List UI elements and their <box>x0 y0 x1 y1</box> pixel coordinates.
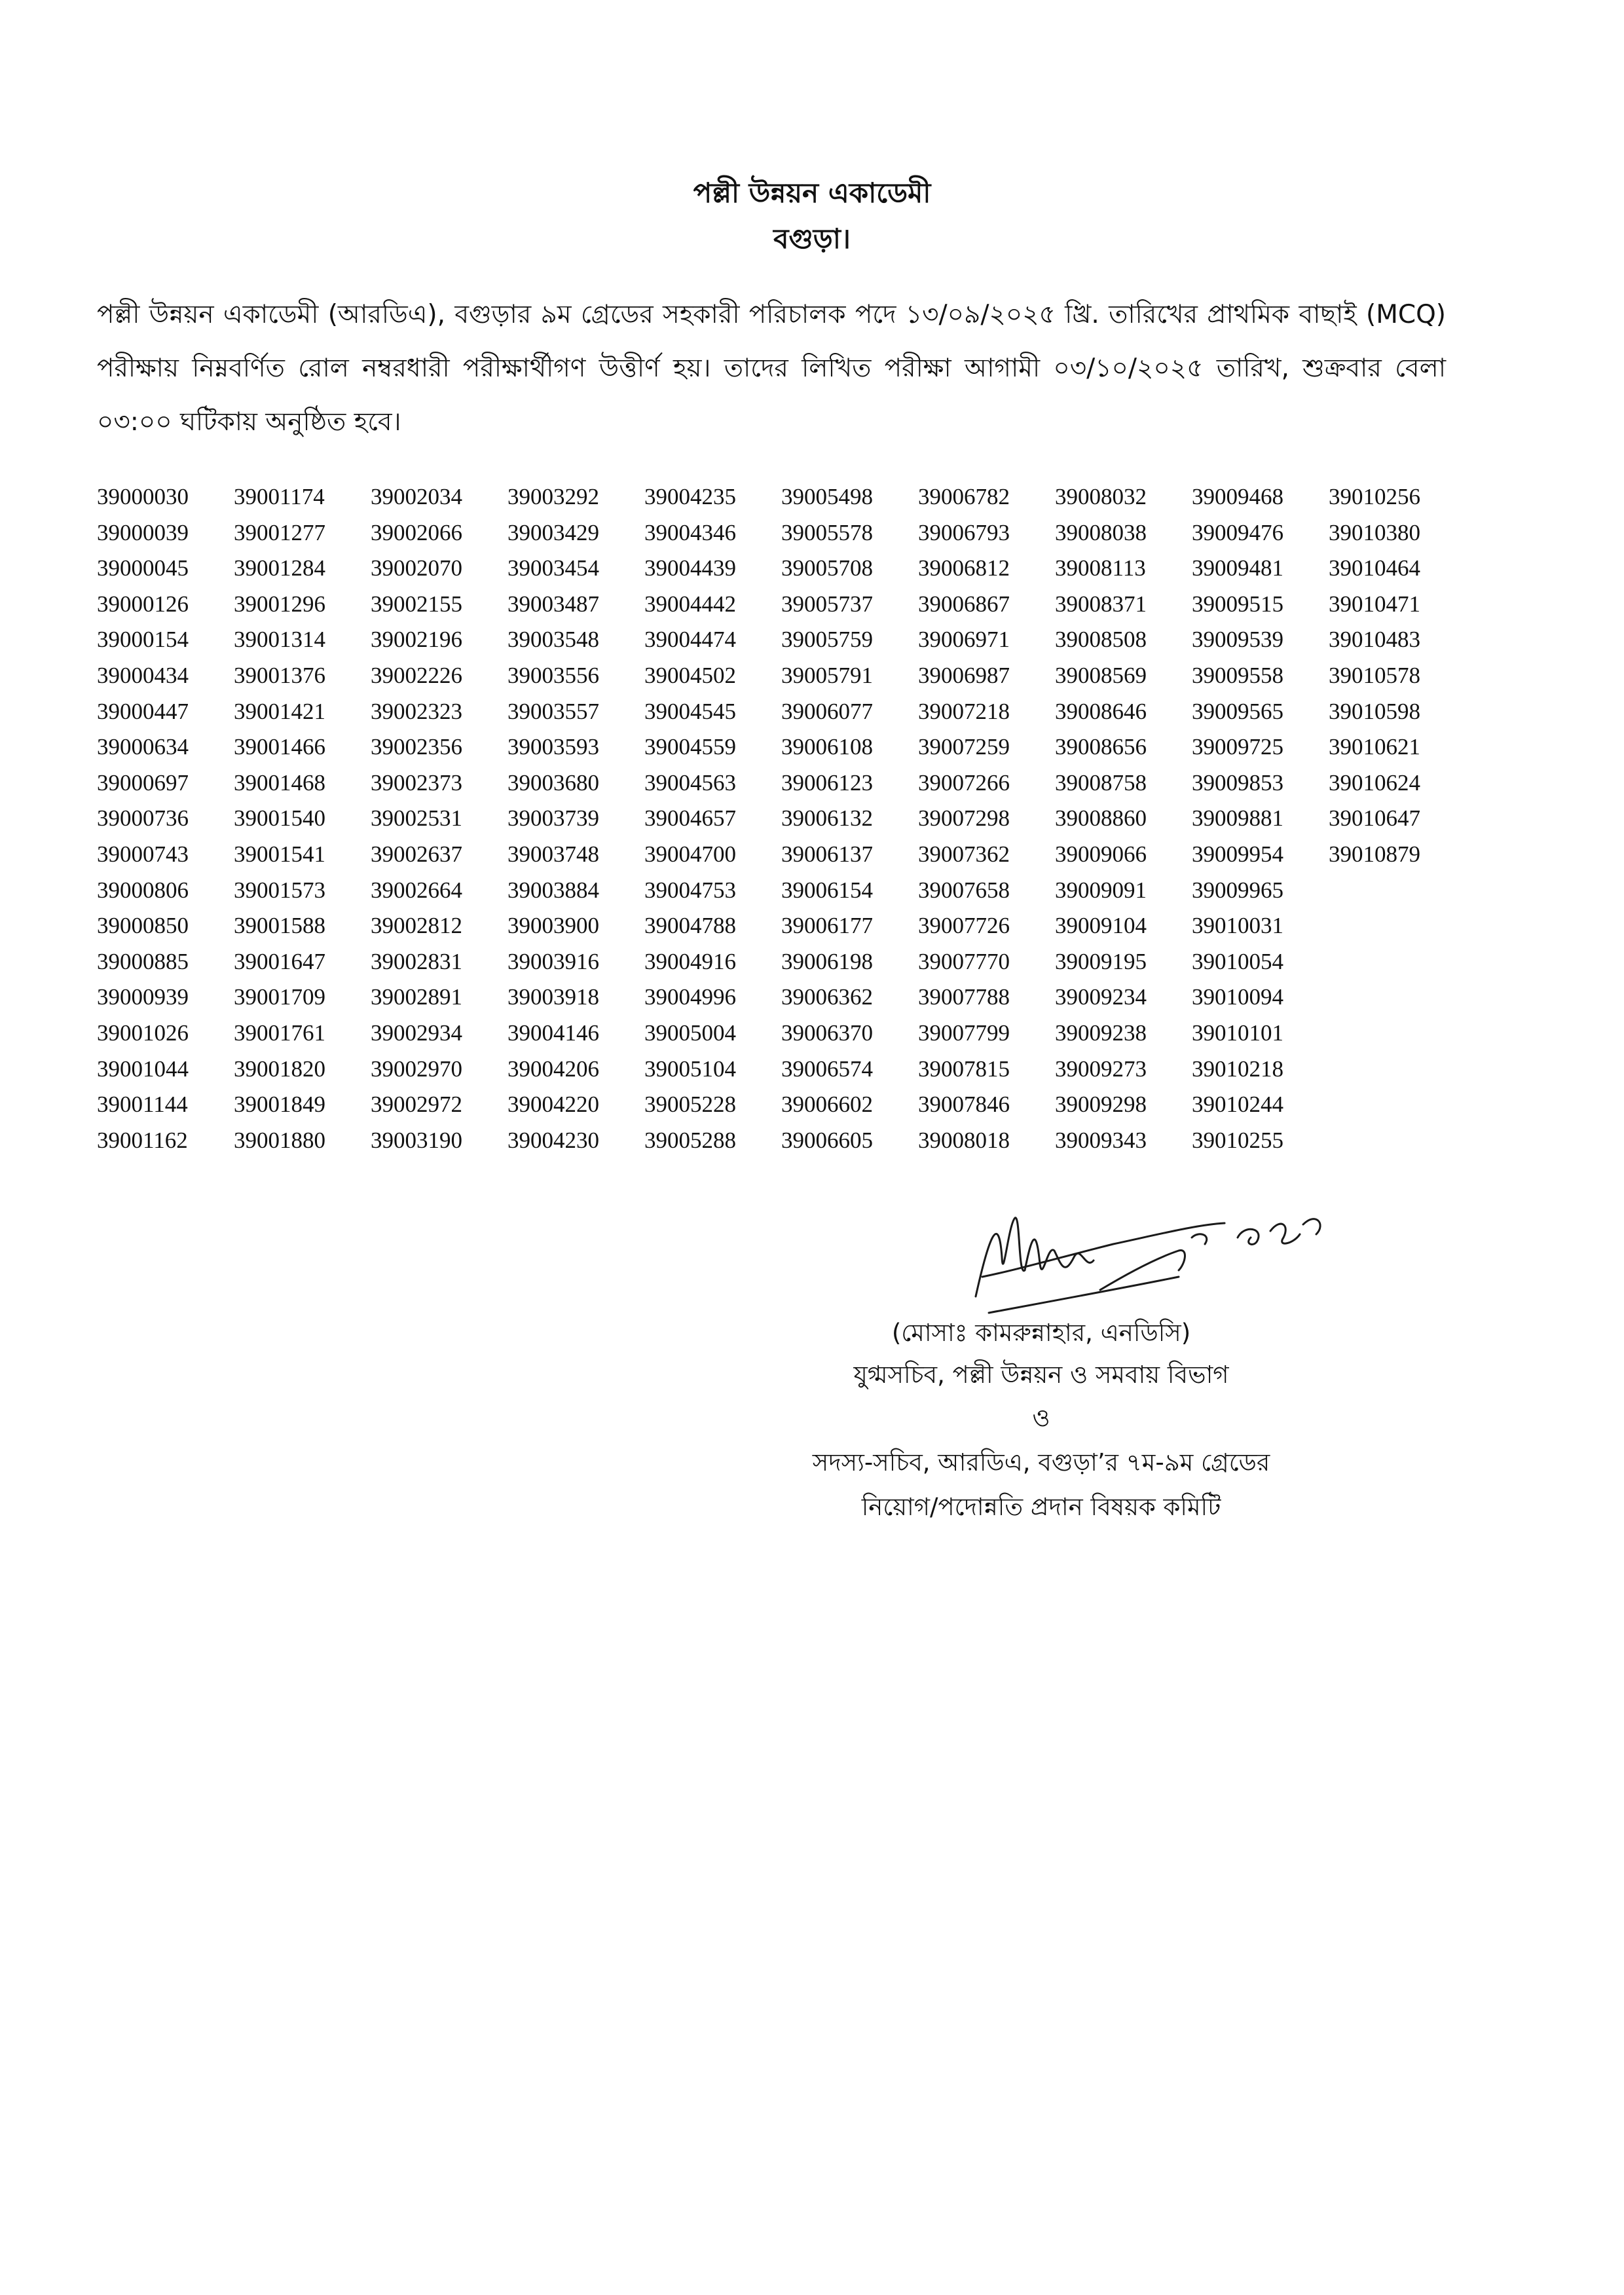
roll-column <box>1329 479 1466 1158</box>
roll-number: 39006077 <box>781 698 873 724</box>
roll-number: 39008860 <box>1055 805 1147 832</box>
roll-number: 39007362 <box>918 841 1010 867</box>
roll-number: 39002664 <box>371 877 462 903</box>
roll-number: 39009238 <box>1055 1019 1147 1046</box>
roll-number: 39010031 <box>1192 913 1283 939</box>
roll-number: 39007799 <box>918 1019 1010 1046</box>
roll-number: 39008032 <box>1055 484 1147 509</box>
roll-number: 39000030 <box>97 484 189 509</box>
roll-number: 39006971 <box>918 627 1010 653</box>
roll-number: 39000743 <box>97 841 189 867</box>
roll-number: 39004996 <box>644 984 736 1010</box>
roll-number: 39004346 <box>644 519 736 545</box>
roll-number: 39002970 <box>371 1056 462 1082</box>
roll-number: 39008656 <box>1055 734 1147 760</box>
roll-number: 39001466 <box>234 734 325 760</box>
signatory-conjunction: ও <box>1032 1404 1050 1432</box>
roll-number: 39010483 <box>1329 627 1420 653</box>
roll-number: 39003680 <box>507 769 599 796</box>
roll-column <box>507 479 644 1158</box>
roll-number: 39006782 <box>918 484 1010 509</box>
roll-number: 39009565 <box>1192 698 1283 724</box>
roll-number: 39002323 <box>371 698 462 724</box>
roll-number: 39007846 <box>918 1092 1010 1118</box>
roll-number: 39000154 <box>97 627 189 653</box>
roll-number: 39009725 <box>1192 734 1283 760</box>
roll-number: 39010244 <box>1192 1092 1283 1118</box>
roll-number: 39005498 <box>781 484 873 509</box>
roll-number: 39008371 <box>1055 591 1147 617</box>
roll-number: 39010464 <box>1329 555 1420 581</box>
roll-number: 39001849 <box>234 1092 325 1118</box>
roll-number: 39001647 <box>234 948 325 974</box>
roll-number: 39004700 <box>644 841 736 867</box>
roll-number: 39006108 <box>781 734 873 760</box>
roll-column <box>918 479 1055 1158</box>
roll-number: 39000447 <box>97 698 189 724</box>
roll-number: 39007788 <box>918 984 1010 1010</box>
roll-number: 39005228 <box>644 1092 736 1118</box>
roll-column <box>234 479 371 1158</box>
roll-number: 39004442 <box>644 591 736 617</box>
roll-number: 39000736 <box>97 805 189 832</box>
roll-number: 39008569 <box>1055 662 1147 688</box>
roll-number: 39004657 <box>644 805 736 832</box>
roll-number: 39010094 <box>1192 984 1283 1010</box>
roll-number: 39009515 <box>1192 591 1283 617</box>
roll-number: 39004206 <box>507 1056 599 1082</box>
roll-number: 39006198 <box>781 948 873 974</box>
roll-number: 39010879 <box>1329 841 1420 867</box>
roll-number: 39010624 <box>1329 769 1420 796</box>
signatory-designation: যুগ্মসচিব, পল্লী উন্নয়ন ও সমবায় বিভাগ <box>853 1361 1229 1389</box>
roll-number: 39001421 <box>234 698 325 724</box>
roll-number: 39000806 <box>97 877 189 903</box>
roll-number: 39002812 <box>371 913 462 939</box>
roll-number: 39006987 <box>918 662 1010 688</box>
roll-number: 39003548 <box>507 627 599 653</box>
roll-number: 39003916 <box>507 948 599 974</box>
roll-number: 39000634 <box>97 734 189 760</box>
roll-number: 39001541 <box>234 841 325 867</box>
roll-number: 39007298 <box>918 805 1010 832</box>
roll-number: 39000939 <box>97 984 189 1010</box>
roll-number: 39006123 <box>781 769 873 796</box>
roll-number: 39001820 <box>234 1056 325 1082</box>
roll-number: 39003454 <box>507 555 599 581</box>
roll-number: 39001314 <box>234 627 325 653</box>
roll-number: 39010218 <box>1192 1056 1283 1082</box>
roll-number: 39010255 <box>1192 1127 1283 1153</box>
roll-number: 39006867 <box>918 591 1010 617</box>
roll-number: 39008508 <box>1055 627 1147 653</box>
roll-number: 39001880 <box>234 1127 325 1153</box>
roll-number: 39002070 <box>371 555 462 581</box>
roll-number: 39005104 <box>644 1056 736 1082</box>
roll-number: 39004439 <box>644 555 736 581</box>
roll-number: 39007658 <box>918 877 1010 903</box>
roll-number: 39009954 <box>1192 841 1283 867</box>
notice-paragraph: পল্লী উন্নয়ন একাডেমী (আরডিএ), বগুড়ার ৯ম গ্রেডের সহকারী পরিচালক পদে ১৩/০৯/২০২৫ খ্রি. তারিখের প্রাথমিক বাছাই (MCQ) পরীক্ষায় নিম্নবর্ণিত রোল নম্বরধারী পরীক্ষার্থীগণ উত্তীর্ণ হয়। তাদের লিখিত পরীক্ষা আগামী ০৩/১০/২০২৫ তারিখ, শুক্রবার বেলা ০৩:০০ ঘটিকায় অনুষ্ঠিত হবে। <box>97 300 1446 437</box>
roll-number: 39001174 <box>234 484 325 509</box>
roll-number: 39006154 <box>781 877 873 903</box>
roll-number: 39010471 <box>1329 591 1420 617</box>
roll-number: 39004230 <box>507 1127 599 1153</box>
roll-number: 39006793 <box>918 519 1010 545</box>
roll-number: 39002831 <box>371 948 462 974</box>
roll-number: 39009104 <box>1055 913 1147 939</box>
roll-number: 39005708 <box>781 555 873 581</box>
roll-number: 39008646 <box>1055 698 1147 724</box>
roll-number: 39005578 <box>781 519 873 545</box>
roll-number: 39005791 <box>781 662 873 688</box>
roll-number: 39002637 <box>371 841 462 867</box>
roll-number: 39004235 <box>644 484 736 509</box>
roll-number: 39000039 <box>97 519 189 545</box>
roll-number: 39006812 <box>918 555 1010 581</box>
roll-number: 39010621 <box>1329 734 1420 760</box>
roll-number: 39010598 <box>1329 698 1420 724</box>
signature-image <box>963 1198 1329 1323</box>
roll-column <box>644 479 781 1158</box>
roll-number: 39002373 <box>371 769 462 796</box>
roll-number: 39003900 <box>507 913 599 939</box>
roll-number: 39001540 <box>234 805 325 832</box>
roll-number: 39001588 <box>234 913 325 939</box>
roll-number: 39004916 <box>644 948 736 974</box>
roll-number: 39006605 <box>781 1127 873 1153</box>
organization-location: বগুড়া। <box>773 223 851 255</box>
roll-number: 39009343 <box>1055 1127 1147 1153</box>
roll-number: 39004753 <box>644 877 736 903</box>
roll-number: 39000126 <box>97 591 189 617</box>
roll-number: 39003884 <box>507 877 599 903</box>
roll-number: 39000434 <box>97 662 189 688</box>
roll-number: 39006137 <box>781 841 873 867</box>
roll-number: 39010647 <box>1329 805 1420 832</box>
roll-column <box>371 479 507 1158</box>
roll-number: 39002891 <box>371 984 462 1010</box>
roll-column <box>1055 479 1192 1158</box>
roll-number: 39009091 <box>1055 877 1147 903</box>
roll-number: 39001277 <box>234 519 325 545</box>
roll-number: 39008018 <box>918 1127 1010 1153</box>
roll-number: 39008113 <box>1055 555 1146 581</box>
roll-number: 39001144 <box>97 1092 188 1118</box>
signatory-role-line-1: সদস্য-সচিব, আরডিএ, বগুড়া’র ৭ম-৯ম গ্রেডের <box>812 1448 1270 1477</box>
roll-number: 39009273 <box>1055 1056 1147 1082</box>
roll-number: 39001573 <box>234 877 325 903</box>
roll-number: 39009468 <box>1192 484 1283 509</box>
roll-number: 39005004 <box>644 1019 736 1046</box>
roll-number: 39009481 <box>1192 555 1283 581</box>
roll-number: 39008758 <box>1055 769 1147 796</box>
roll-number: 39003557 <box>507 698 599 724</box>
roll-number: 39003190 <box>371 1127 462 1153</box>
roll-number: 39000697 <box>97 769 189 796</box>
roll-number: 39009881 <box>1192 805 1283 832</box>
roll-number: 39004474 <box>644 627 736 653</box>
roll-number: 39008038 <box>1055 519 1147 545</box>
roll-number: 39001162 <box>97 1127 188 1153</box>
roll-number: 39009298 <box>1055 1092 1147 1118</box>
roll-number: 39000045 <box>97 555 189 581</box>
roll-number: 39002196 <box>371 627 462 653</box>
roll-number: 39001296 <box>234 591 325 617</box>
roll-column <box>781 479 918 1158</box>
roll-number: 39005759 <box>781 627 873 653</box>
roll-number: 39004545 <box>644 698 736 724</box>
roll-number: 39004220 <box>507 1092 599 1118</box>
roll-number: 39007815 <box>918 1056 1010 1082</box>
roll-number: 39003739 <box>507 805 599 832</box>
roll-number: 39009476 <box>1192 519 1283 545</box>
roll-number: 39007770 <box>918 948 1010 974</box>
roll-number: 39009539 <box>1192 627 1283 653</box>
organization-title: পল্লী উন্নয়ন একাডেমী <box>693 177 931 209</box>
roll-number: 39006132 <box>781 805 873 832</box>
signatory-name: (মোসাঃ কামরুন্নাহার, এনডিসি) <box>891 1319 1191 1347</box>
roll-number: 39009965 <box>1192 877 1283 903</box>
roll-number: 39010380 <box>1329 519 1420 545</box>
roll-number: 39009234 <box>1055 984 1147 1010</box>
roll-number: 39005737 <box>781 591 873 617</box>
roll-number: 39001376 <box>234 662 325 688</box>
roll-number: 39010054 <box>1192 948 1283 974</box>
roll-number: 39002226 <box>371 662 462 688</box>
roll-number: 39001709 <box>234 984 325 1010</box>
roll-number: 39003292 <box>507 484 599 509</box>
roll-column <box>97 479 234 1158</box>
roll-number: 39007259 <box>918 734 1010 760</box>
roll-number: 39002934 <box>371 1019 462 1046</box>
roll-number: 39003593 <box>507 734 599 760</box>
roll-number: 39010101 <box>1192 1019 1283 1046</box>
roll-number: 39003556 <box>507 662 599 688</box>
roll-number: 39006362 <box>781 984 873 1010</box>
roll-number: 39002155 <box>371 591 462 617</box>
roll-number: 39003748 <box>507 841 599 867</box>
roll-number: 39007726 <box>918 913 1010 939</box>
roll-number: 39001761 <box>234 1019 325 1046</box>
roll-number: 39004559 <box>644 734 736 760</box>
roll-number: 39001044 <box>97 1056 189 1082</box>
roll-number: 39004563 <box>644 769 736 796</box>
roll-number: 39002356 <box>371 734 462 760</box>
roll-number: 39006370 <box>781 1019 873 1046</box>
roll-number: 39002531 <box>371 805 462 832</box>
roll-number: 39004502 <box>644 662 736 688</box>
roll-number: 39010578 <box>1329 662 1420 688</box>
roll-number: 39004788 <box>644 913 736 939</box>
roll-number: 39000885 <box>97 948 189 974</box>
roll-column <box>1192 479 1329 1158</box>
roll-number: 39006602 <box>781 1092 873 1118</box>
roll-number: 39009558 <box>1192 662 1283 688</box>
roll-number: 39009853 <box>1192 769 1283 796</box>
roll-number: 39001284 <box>234 555 325 581</box>
roll-number: 39007266 <box>918 769 1010 796</box>
roll-number: 39010256 <box>1329 484 1420 509</box>
roll-number: 39002034 <box>371 484 462 509</box>
roll-number: 39006574 <box>781 1056 873 1082</box>
roll-number: 39003487 <box>507 591 599 617</box>
roll-number: 39001026 <box>97 1019 189 1046</box>
roll-number-table <box>97 479 1466 1158</box>
roll-number: 39009066 <box>1055 841 1147 867</box>
roll-number: 39002066 <box>371 519 462 545</box>
roll-number: 39003918 <box>507 984 599 1010</box>
roll-number: 39004146 <box>507 1019 599 1046</box>
roll-number: 39005288 <box>644 1127 736 1153</box>
roll-number: 39002972 <box>371 1092 462 1118</box>
roll-number: 39009195 <box>1055 948 1147 974</box>
roll-number: 39006177 <box>781 913 873 939</box>
signatory-role-line-2: নিয়োগ/পদোন্নতি প্রদান বিষয়ক কমিটি <box>861 1493 1221 1521</box>
roll-number: 39007218 <box>918 698 1010 724</box>
roll-number: 39001468 <box>234 769 325 796</box>
roll-number: 39003429 <box>507 519 599 545</box>
roll-number: 39000850 <box>97 913 189 939</box>
